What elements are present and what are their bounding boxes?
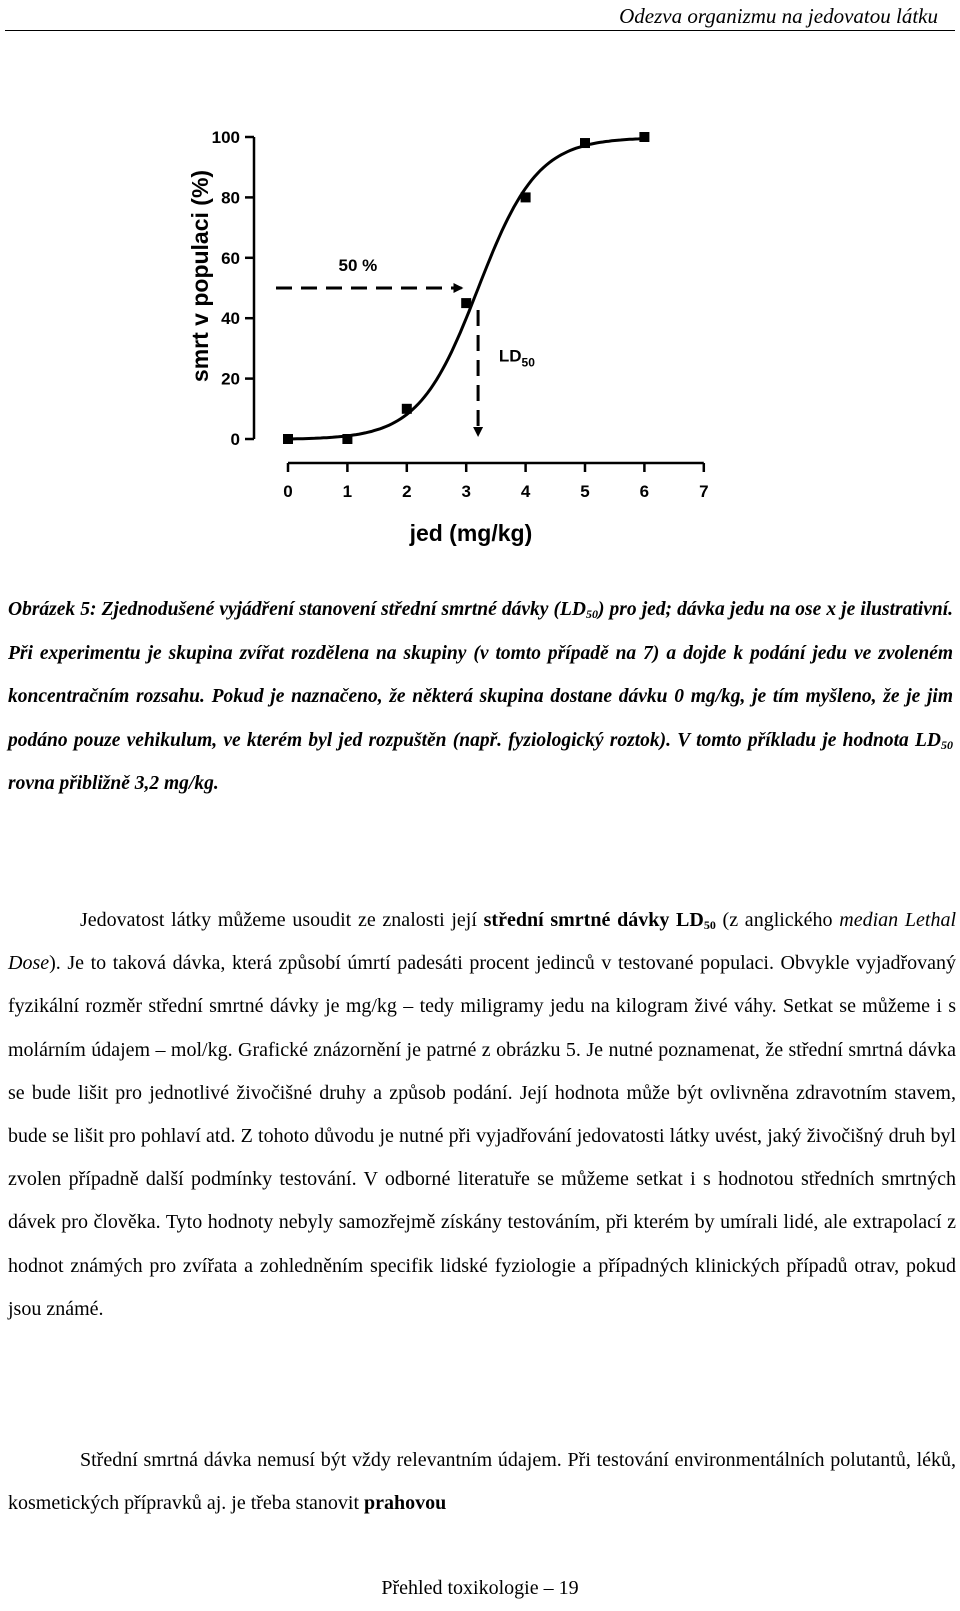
- running-header: Odezva organizmu na jedovatou látku: [619, 4, 938, 28]
- y-tick-label: 80: [221, 188, 240, 208]
- x-tick-label: 4: [520, 482, 531, 501]
- figure-caption: [8, 588, 953, 806]
- paragraph-ld50-definition: [8, 899, 956, 1331]
- x-tick-label: 1: [342, 482, 353, 501]
- paragraph1-part-c: ). Je to taková dávka, která způsobí úmrtí padesáti procent jedinců v testované populaci. Obvykle vyjadřovaný fyzikální rozměr střední smrtné dávky je mg/kg – tedy miligramy jedu na kilogram živé váhy. Setkat se můžeme i s molárním údajem – mol/kg. Grafické znázornění je patrné z obrázku 5. Je nutné poznamenat, že střední smrtná dávka se bude lišit pro jednotlivé živočišné druhy a způsob podání. Její hodnota může být ovlivněna zdravotním stavem, bude se lišit pro pohlaví atd. Z tohoto důvodu je nutné při vyjadřování jedovatosti látky uvést, jaký živočišný druh byl zvolen případně další podmínky testování. V odborné literatuře se můžeme setkat i s hodnotou středních smrtných dávek pro člověka. Tyto hodnoty nebyly samozřejmě získány testováním, při kterém by umírali lidé, ale extrapolací z hodnot známých pro zvířata a zohledněním specifik lidské fyziologie a případných klinických případů otrav, pokud jsou známé.: [8, 952, 956, 1320]
- data-point: [521, 192, 531, 202]
- paragraph1-bold-text: střední smrtné dávky LD: [483, 909, 704, 931]
- caption-part-a: Obrázek 5: Zjednodušené vyjádření stanovení střední smrtné dávky (LD: [8, 599, 586, 620]
- x-tick-label: 0: [283, 482, 293, 501]
- data-point: [580, 138, 590, 148]
- paragraph2-bold-term: prahovou: [364, 1492, 447, 1515]
- data-point: [461, 298, 471, 308]
- page-footer: Přehled toxikologie – 19: [381, 1577, 579, 1599]
- data-point: [402, 404, 412, 414]
- caption-subscript-a: 50: [585, 607, 598, 621]
- x-tick-label: 2: [402, 482, 412, 501]
- paragraph1-bold-term: [484, 909, 716, 931]
- y-tick-label: 0: [230, 430, 240, 449]
- caption-part-b: ) pro jed; dávka jedu na ose x je ilustrativní. Při experimentu je skupina zvířat rozdělena na skupiny (v tomto případě na 7) a dojde k podání jedu ve zvoleném koncentračním rozsahu. Pokud je naznačeno, že některá skupina dostane dávku 0 mg/kg, je tím myšleno, že je jim podáno pouze vehikulum, ve kterém byl jed rozpuštěn (např. fyziologický roztok). V tomto příkladu je hodnota LD: [8, 599, 953, 751]
- caption-part-c: rovna přibližně 3,2 mg/kg.: [8, 773, 219, 794]
- header-rule: [5, 30, 955, 31]
- paragraph1-part-b: (z anglického: [715, 909, 840, 931]
- x-tick-label: 7: [699, 482, 709, 501]
- chart-ticks: [212, 128, 709, 501]
- x-tick-label: 6: [639, 482, 650, 501]
- ld50-label: [499, 347, 535, 370]
- y-tick-label: 60: [221, 248, 240, 268]
- x-tick-label: 5: [580, 482, 590, 501]
- ld50-chart: [170, 110, 730, 546]
- y-tick-label: 100: [211, 128, 240, 147]
- paragraph-relevance: [8, 1439, 956, 1525]
- ld50-label-main: LD: [498, 346, 522, 366]
- caption-subscript-b: 50: [941, 737, 953, 752]
- paragraph1-bold-subscript: 50: [703, 918, 716, 932]
- ld50-label-subscript: 50: [521, 355, 535, 370]
- chart-y-axis-label: smrt v populaci (%): [187, 169, 213, 383]
- paragraph2-part-a: Střední smrtná dávka nemusí být vždy relevantním údajem. Při testování environmentálních polutantů, léků, kosmetických přípravků aj. je třeba stanovit: [8, 1449, 956, 1515]
- chart-x-axis-label: jed (mg/kg): [409, 520, 533, 546]
- x-tick-label: 3: [461, 482, 471, 501]
- paragraph1-part-a: Jedovatost látky můžeme usoudit ze znalosti její: [80, 909, 484, 931]
- paragraph1-italic-term: median Lethal Dose: [8, 909, 956, 975]
- data-point: [639, 132, 649, 142]
- fifty-percent-label: 50 %: [338, 256, 378, 275]
- y-tick-label: 40: [221, 309, 240, 329]
- data-point: [283, 434, 293, 444]
- data-point: [342, 434, 352, 444]
- y-tick-label: 20: [221, 369, 240, 389]
